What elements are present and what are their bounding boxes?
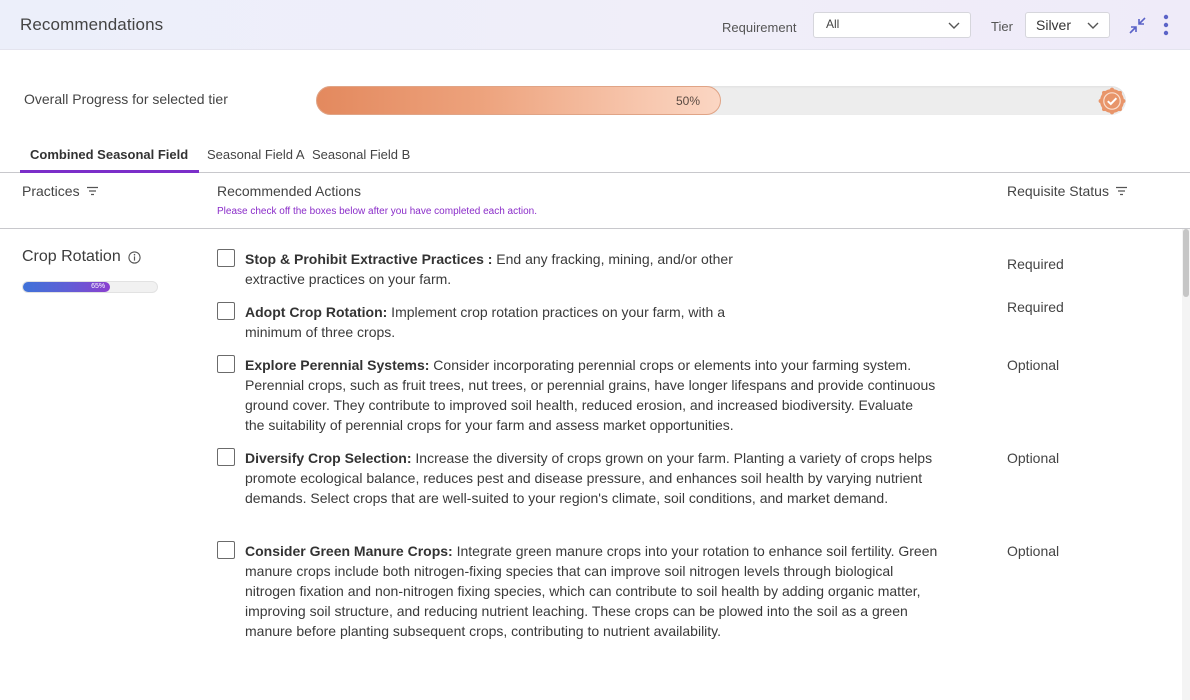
tab-seasonal-field-a[interactable]: Seasonal Field A [207,147,305,162]
requisite-status: Optional [1007,543,1060,559]
tier-medal-icon [1098,87,1126,115]
action-body-line: demands. Select crops that are well-suited to your region's climate, soil conditions, and market demand. [245,490,889,506]
action-body: Implement crop rotation practices on your farm, with a [387,304,725,320]
instructions-note: Please check off the boxes below after you have completed each action. [217,206,538,217]
action-checkbox[interactable] [217,249,235,267]
tier-label: Tier [991,19,1013,34]
action-body-line: extractive practices on your farm. [245,271,452,287]
table-header [0,174,1190,229]
action-body-line: ground cover. They contribute to improved soil health, reduced erosion, and increased biodiversity. Evaluate [245,397,913,413]
overall-progress-bar [316,86,1126,115]
action-body-line: manure before planting subsequent crops, contributing to nutrient availability. [245,623,722,639]
page-title: Recommendations [20,15,164,34]
action-text [245,541,1005,641]
info-icon[interactable] [128,251,141,264]
practice-label: Crop Rotation [22,248,121,265]
filter-icon[interactable] [1115,186,1128,196]
requirement-select-value: All [826,17,840,31]
overall-progress-fill [316,86,721,115]
active-tab-indicator [20,170,199,173]
action-body-line: nitrogen fixation and non-nitrogen fixing species, which can contribute to soil health by adding organic matter, [245,583,921,599]
collapse-icon[interactable] [1128,16,1147,35]
overall-progress-percent: 50% [675,94,700,108]
practice-name [22,248,141,266]
practice-progress-fill [23,282,110,292]
action-body-line: minimum of three crops. [245,324,396,340]
action-title: Stop & Prohibit Extractive Practices : [245,251,493,267]
practices-column-header[interactable] [22,183,99,199]
requirement-select[interactable] [813,12,971,38]
action-text [245,302,985,342]
action-body: Increase the diversity of crops grown on your farm. Planting a variety of crops helps [411,450,933,466]
action-body-line: improving soil structure, and reducing nutrient leaching. These crops can be plowed into the soil as a green [245,603,908,619]
action-title: Adopt Crop Rotation: [245,304,388,320]
more-vertical-icon[interactable] [1160,14,1172,36]
filter-icon[interactable] [86,186,99,196]
action-checkbox[interactable] [217,541,235,559]
requisite-status: Optional [1007,357,1060,373]
requisite-status-header-label: Requisite Status [1007,183,1109,199]
requirement-label: Requirement [722,20,797,35]
requisite-status: Optional [1007,450,1060,466]
action-text [245,355,1005,435]
field-tabs [0,135,1190,173]
tab-seasonal-field-b[interactable]: Seasonal Field B [312,147,411,162]
action-text [245,448,1005,508]
action-body-line: the suitability of perennial crops for your farm and assess market opportunities. [245,417,734,433]
overall-progress-label: Overall Progress for selected tier [24,91,228,107]
action-body: End any fracking, mining, and/or other [492,251,733,267]
action-title: Consider Green Manure Crops: [245,543,453,559]
chevron-down-icon [948,19,960,31]
chevron-down-icon [1087,19,1099,31]
requisite-status: Required [1007,299,1064,315]
tier-select[interactable] [1025,12,1110,38]
action-text [245,249,985,289]
requisite-status-column-header[interactable] [1007,183,1128,199]
practice-progress-percent: 65% [91,283,106,290]
recommended-actions-header: Recommended Actions [217,183,361,199]
action-checkbox[interactable] [217,355,235,373]
practices-header-label: Practices [22,183,80,199]
action-body-line: Perennial crops, such as fruit trees, nut trees, or perennial grains, have longer lifespans and provide continuous [245,377,936,393]
action-body-line: manure crops include both nitrogen-fixing species that can improve soil nitrogen levels through biological [245,563,894,579]
action-checkbox[interactable] [217,302,235,320]
vertical-scrollbar[interactable] [1182,229,1190,700]
action-body-line: promote ecological balance, reduces pest and disease pressure, and enhances soil health by varying nutrient [245,470,923,486]
action-title: Diversify Crop Selection: [245,450,412,466]
top-bar [0,0,1190,50]
requisite-status: Required [1007,256,1064,272]
practice-progress-bar [22,281,158,293]
action-title: Explore Perennial Systems: [245,357,430,373]
action-body: Consider incorporating perennial crops or elements into your farming system. [429,357,912,373]
tier-select-value: Silver [1036,17,1072,33]
action-body: Integrate green manure crops into your rotation to enhance soil fertility. Green [452,543,938,559]
tab-combined-seasonal-field[interactable]: Combined Seasonal Field [30,147,189,162]
scrollbar-thumb[interactable] [1183,229,1189,297]
action-checkbox[interactable] [217,448,235,466]
